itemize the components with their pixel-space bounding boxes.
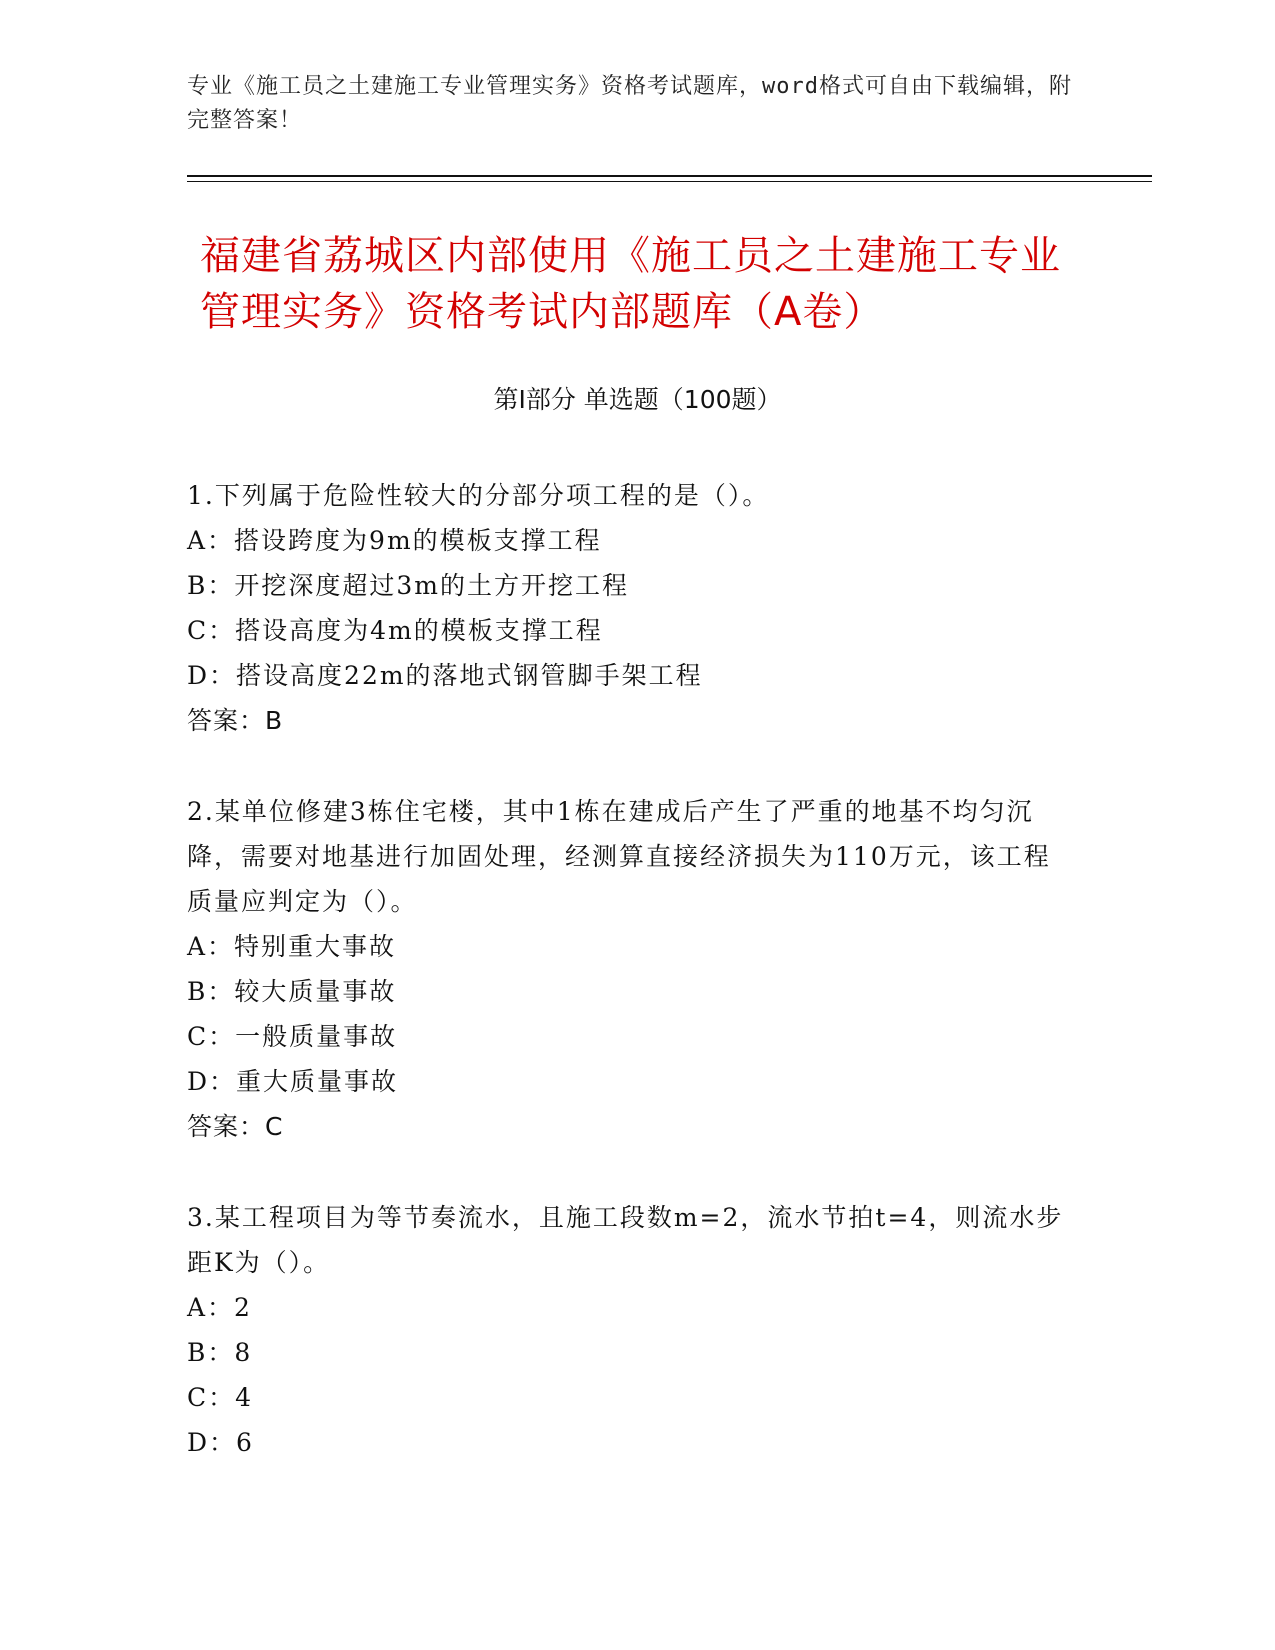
- question-option: B：开挖深度超过3m的土方开挖工程: [187, 571, 629, 600]
- question-option: D：6: [187, 1428, 254, 1457]
- question-item: [187, 789, 1077, 1149]
- question-answer: 答案：C: [187, 1112, 284, 1141]
- question-option: C：一般质量事故: [187, 1022, 398, 1051]
- question-option: C：4: [187, 1383, 254, 1412]
- question-option: B：较大质量事故: [187, 977, 397, 1006]
- question-item: [187, 473, 1077, 743]
- question-option: D：搭设高度22m的落地式钢管脚手架工程: [187, 661, 703, 690]
- question-option: A：特别重大事故: [187, 932, 397, 961]
- section-heading: 第Ⅰ部分 单选题（100题）: [493, 385, 782, 414]
- question-option: D：重大质量事故: [187, 1067, 399, 1096]
- question-stem: 3.某工程项目为等节奏流水，且施工段数m=2，流水节拍t=4，则流水步距K为（）。: [187, 1203, 1064, 1277]
- question-option: B：8: [187, 1338, 253, 1367]
- question-stem: 2.某单位修建3栋住宅楼，其中1栋在建成后产生了严重的地基不均匀沉降，需要对地基进行加固处理，经测算直接经济损失为110万元，该工程质量应判定为（）。: [187, 797, 1051, 916]
- question-stem: 1.下列属于危险性较大的分部分项工程的是（）。: [187, 481, 770, 510]
- question-answer: 答案：B: [187, 706, 284, 735]
- header-divider-thick: [187, 175, 1152, 177]
- question-option: C：搭设高度为4m的模板支撑工程: [187, 616, 603, 645]
- question-option: A：搭设跨度为9m的模板支撑工程: [187, 526, 602, 555]
- header-note: 专业《施工员之土建施工专业管理实务》资格考试题库，word格式可自由下载编辑，附完整答案！: [187, 74, 1072, 133]
- document-title: 福建省荔城区内部使用《施工员之土建施工专业管理实务》资格考试内部题库（A卷）: [200, 233, 1061, 335]
- question-list: [187, 473, 1077, 1511]
- header-divider-thin: [187, 181, 1152, 182]
- question-option: A：2: [187, 1293, 252, 1322]
- question-item: [187, 1195, 1077, 1465]
